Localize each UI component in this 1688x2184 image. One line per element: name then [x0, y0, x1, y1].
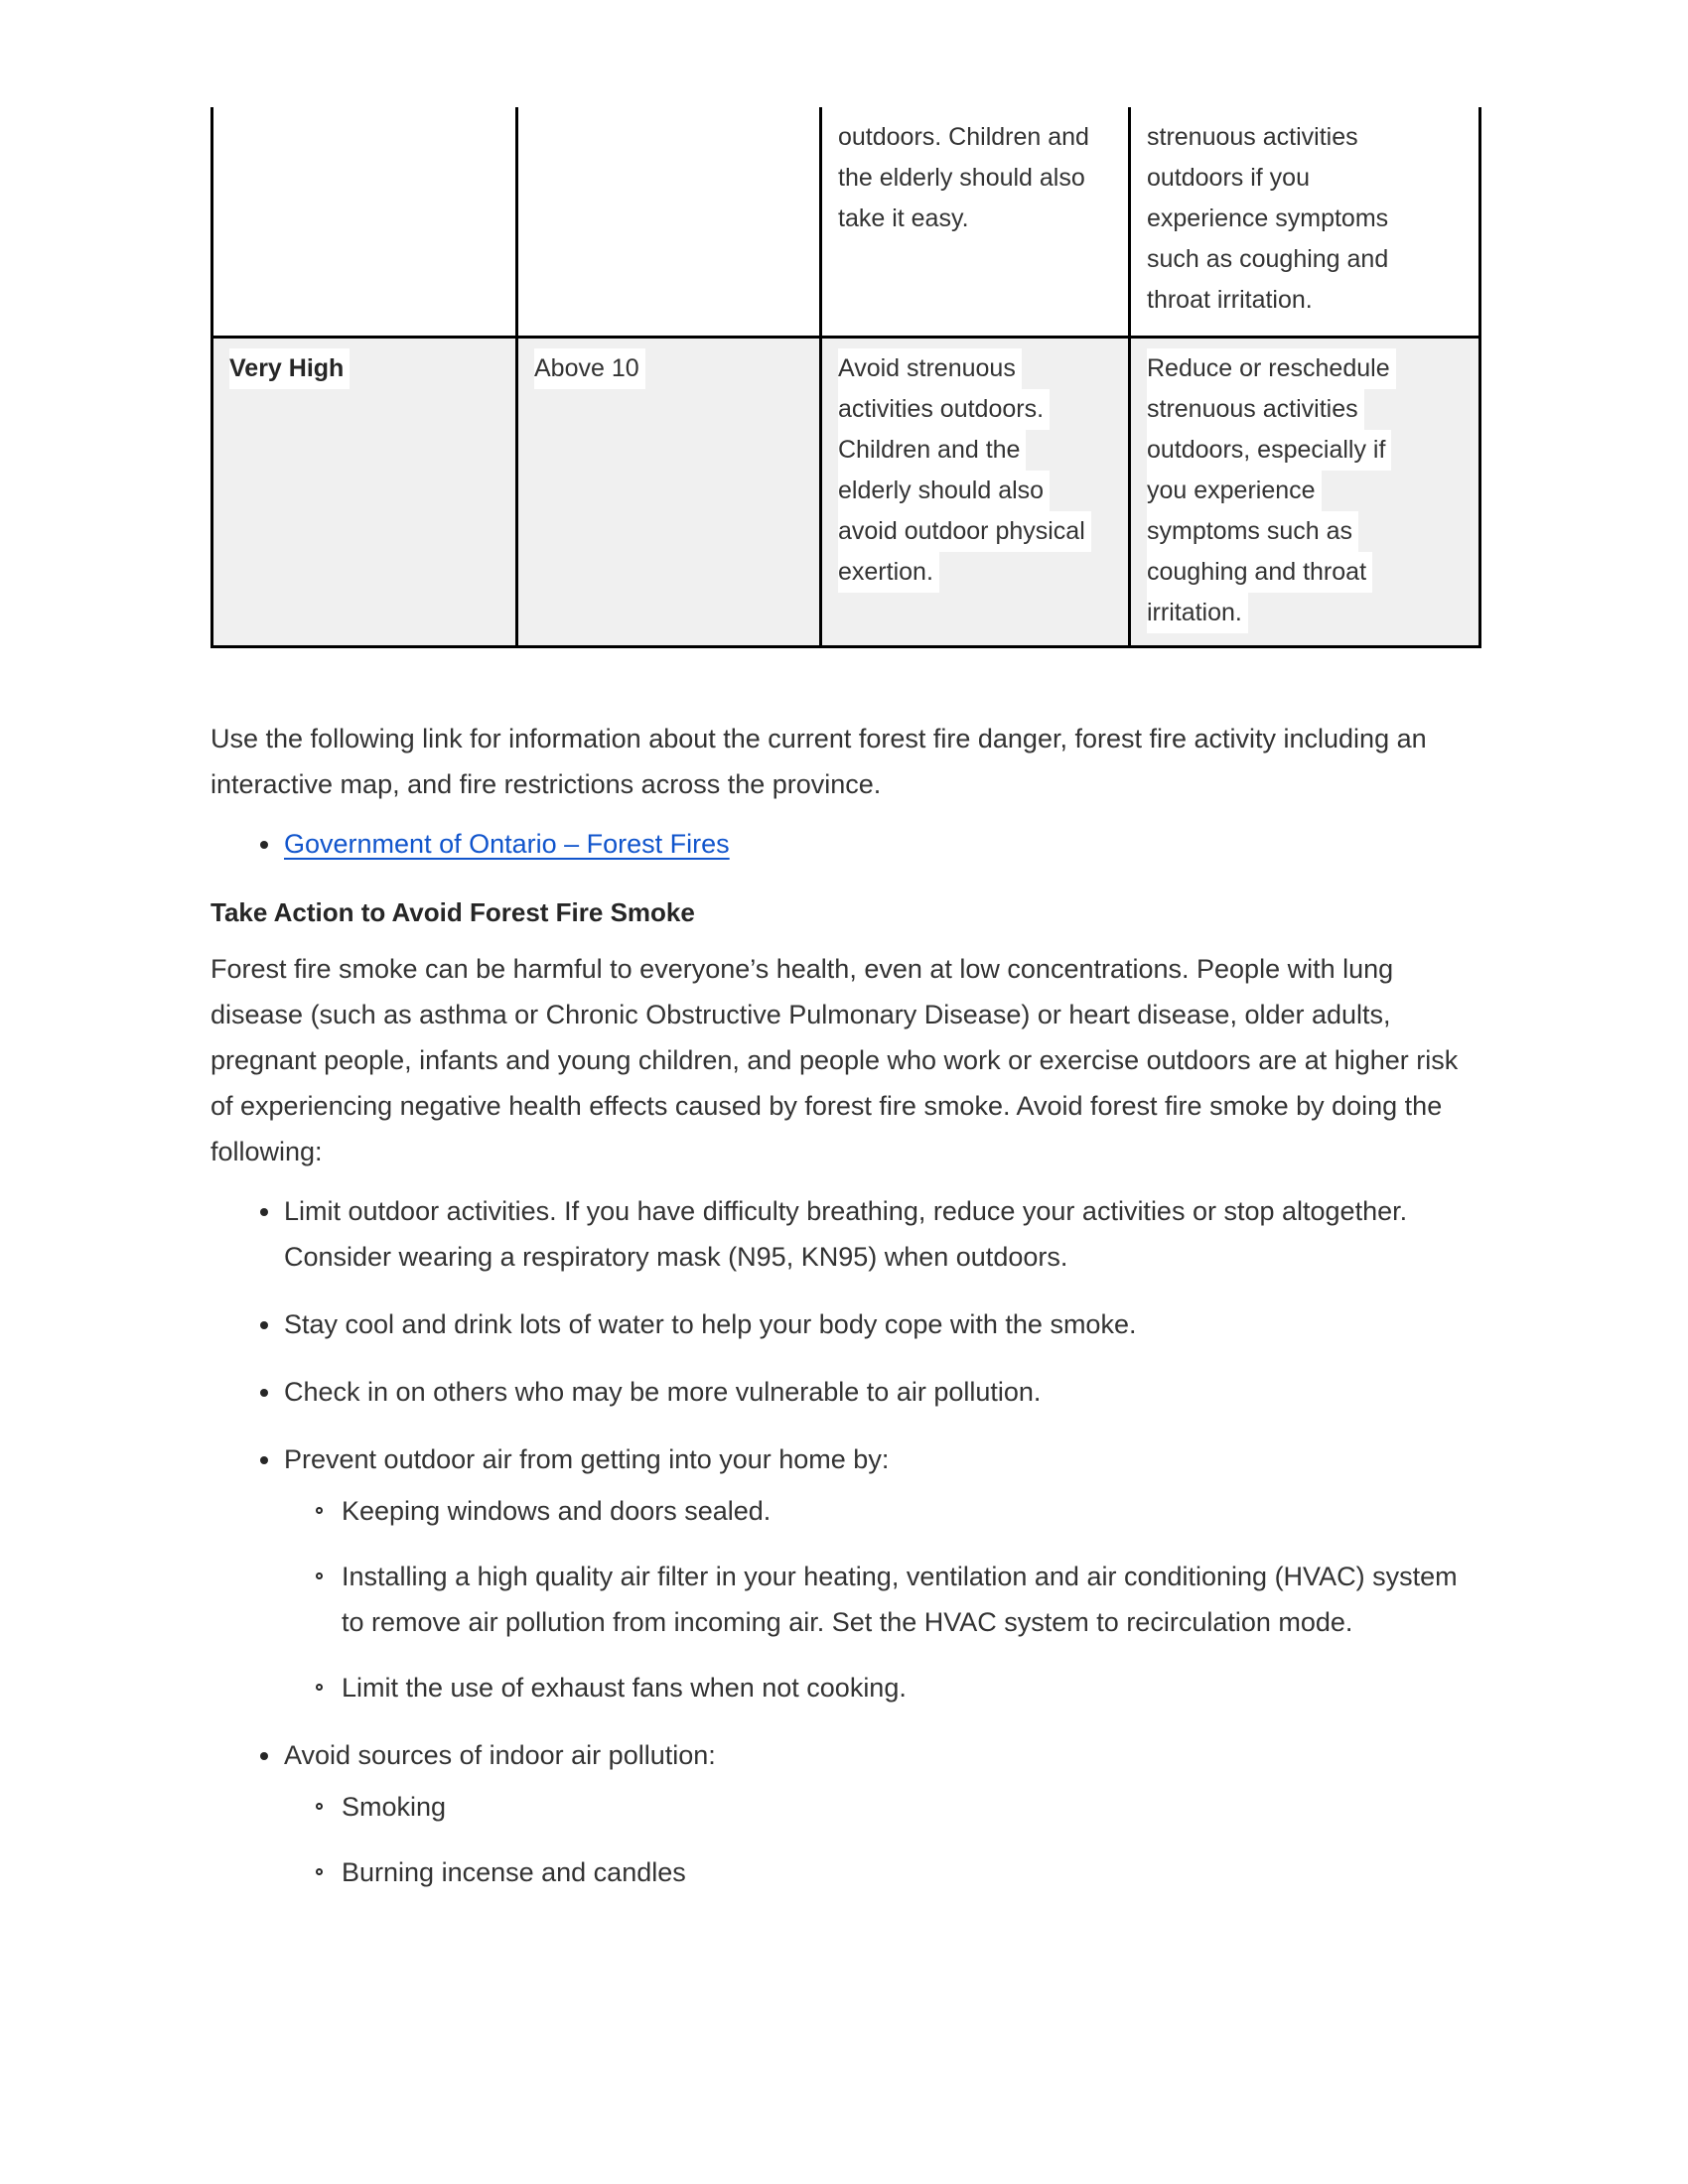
list-item-text: Prevent outdoor air from getting into your home by:	[284, 1444, 890, 1474]
sub-list-item	[284, 1488, 1478, 1534]
table-cell-risk-level	[212, 107, 517, 338]
page-content	[211, 107, 1478, 1917]
cell-line: activities outdoors.	[838, 389, 1050, 430]
table-cell-aqhi-value	[517, 107, 821, 338]
cell-line: irritation.	[1147, 593, 1248, 633]
sub-list-item	[284, 1554, 1478, 1645]
cell-line: strenuous activities	[1147, 123, 1358, 151]
sub-list-item-text: Limit the use of exhaust fans when not cooking.	[342, 1673, 907, 1703]
list-item-text: Limit outdoor activities. If you have difficulty breathing, reduce your activities or stop altogether. Consider wearing a respiratory mask (N95, KN95) when outdoors.	[284, 1196, 1408, 1272]
table-cell-general-advice	[1130, 338, 1480, 647]
section-paragraph: Forest fire smoke can be harmful to everyone’s health, even at low concentrations. People with lung disease (such as asthma or Chronic Obstructive Pulmonary Disease) or heart disease, older adults, pregnant people, infants and young children, and people who work or exercise outdoors are at higher risk of experiencing negative health effects caused by forest fire smoke. Avoid forest fire smoke by doing the following:	[211, 954, 1459, 1166]
cell-line: experience symptoms	[1147, 205, 1389, 232]
list-item	[211, 821, 1478, 867]
cell-text	[1131, 339, 1478, 645]
sub-list-item	[284, 1665, 1478, 1710]
cell-line: throat irritation.	[1147, 286, 1313, 314]
cell-text	[822, 107, 1128, 251]
cell-line: outdoors, especially if	[1147, 430, 1391, 471]
link-list	[211, 821, 1478, 867]
list-item	[211, 1301, 1478, 1347]
cell-line: such as coughing and	[1147, 245, 1389, 273]
sub-list-item-text: Keeping windows and doors sealed.	[342, 1496, 772, 1526]
table-cell-aqhi-value	[517, 338, 821, 647]
list-item	[211, 1732, 1478, 1895]
sub-list-item	[284, 1784, 1478, 1830]
cell-line: elderly should also	[838, 471, 1050, 511]
section-heading: Take Action to Avoid Forest Fire Smoke	[211, 897, 695, 927]
cell-text	[213, 107, 515, 129]
table-row	[212, 107, 1480, 338]
table-cell-general-advice	[1130, 107, 1480, 338]
sub-list	[284, 1488, 1478, 1710]
cell-line: you experience	[1147, 471, 1322, 511]
cell-line: outdoors. Children and	[838, 123, 1089, 151]
cell-text	[1131, 107, 1478, 333]
table-cell-at-risk-advice	[821, 338, 1130, 647]
list-item	[211, 1188, 1478, 1280]
list-item	[211, 1436, 1478, 1710]
cell-text	[822, 339, 1128, 605]
cell-line: Reduce or reschedule	[1147, 348, 1396, 389]
table-cell-risk-level	[212, 338, 517, 647]
list-item-text: Check in on others who may be more vulnerable to air pollution.	[284, 1377, 1042, 1407]
cell-line: outdoors if you	[1147, 164, 1310, 192]
table-row	[212, 338, 1480, 647]
forest-fires-link[interactable]: Government of Ontario – Forest Fires	[284, 829, 730, 859]
cell-line: the elderly should also	[838, 164, 1085, 192]
cell-line: exertion.	[838, 552, 939, 593]
sub-list-item	[284, 1849, 1478, 1895]
risk-level-label: Very High	[229, 348, 350, 389]
air-quality-health-index-table	[211, 107, 1481, 648]
cell-text	[518, 107, 819, 129]
aqhi-value-label: Above 10	[534, 348, 645, 389]
avoidance-tips-list	[211, 1188, 1478, 1895]
cell-line: Avoid strenuous	[838, 348, 1022, 389]
list-item	[211, 1369, 1478, 1415]
sub-list-item-text: Smoking	[342, 1792, 447, 1822]
list-item-text: Stay cool and drink lots of water to help your body cope with the smoke.	[284, 1309, 1137, 1339]
intro-paragraph: Use the following link for information about the current forest fire danger, forest fire activity including an interactive map, and fire restrictions across the province.	[211, 724, 1427, 799]
sub-list-item-text: Installing a high quality air filter in your heating, ventilation and air conditioning (HVAC) system to remove air pollution from incoming air. Set the HVAC system to recirculation mode.	[342, 1562, 1458, 1637]
cell-text	[213, 339, 515, 401]
table-cell-at-risk-advice	[821, 107, 1130, 338]
cell-line: take it easy.	[838, 205, 969, 232]
cell-line: symptoms such as	[1147, 511, 1358, 552]
sub-list-item-text: Burning incense and candles	[342, 1857, 686, 1887]
cell-line: strenuous activities	[1147, 389, 1364, 430]
cell-line: avoid outdoor physical	[838, 511, 1091, 552]
list-item-text: Avoid sources of indoor air pollution:	[284, 1740, 716, 1770]
sub-list	[284, 1784, 1478, 1895]
cell-line: coughing and throat	[1147, 552, 1372, 593]
cell-text	[518, 339, 819, 401]
cell-line: Children and the	[838, 430, 1026, 471]
